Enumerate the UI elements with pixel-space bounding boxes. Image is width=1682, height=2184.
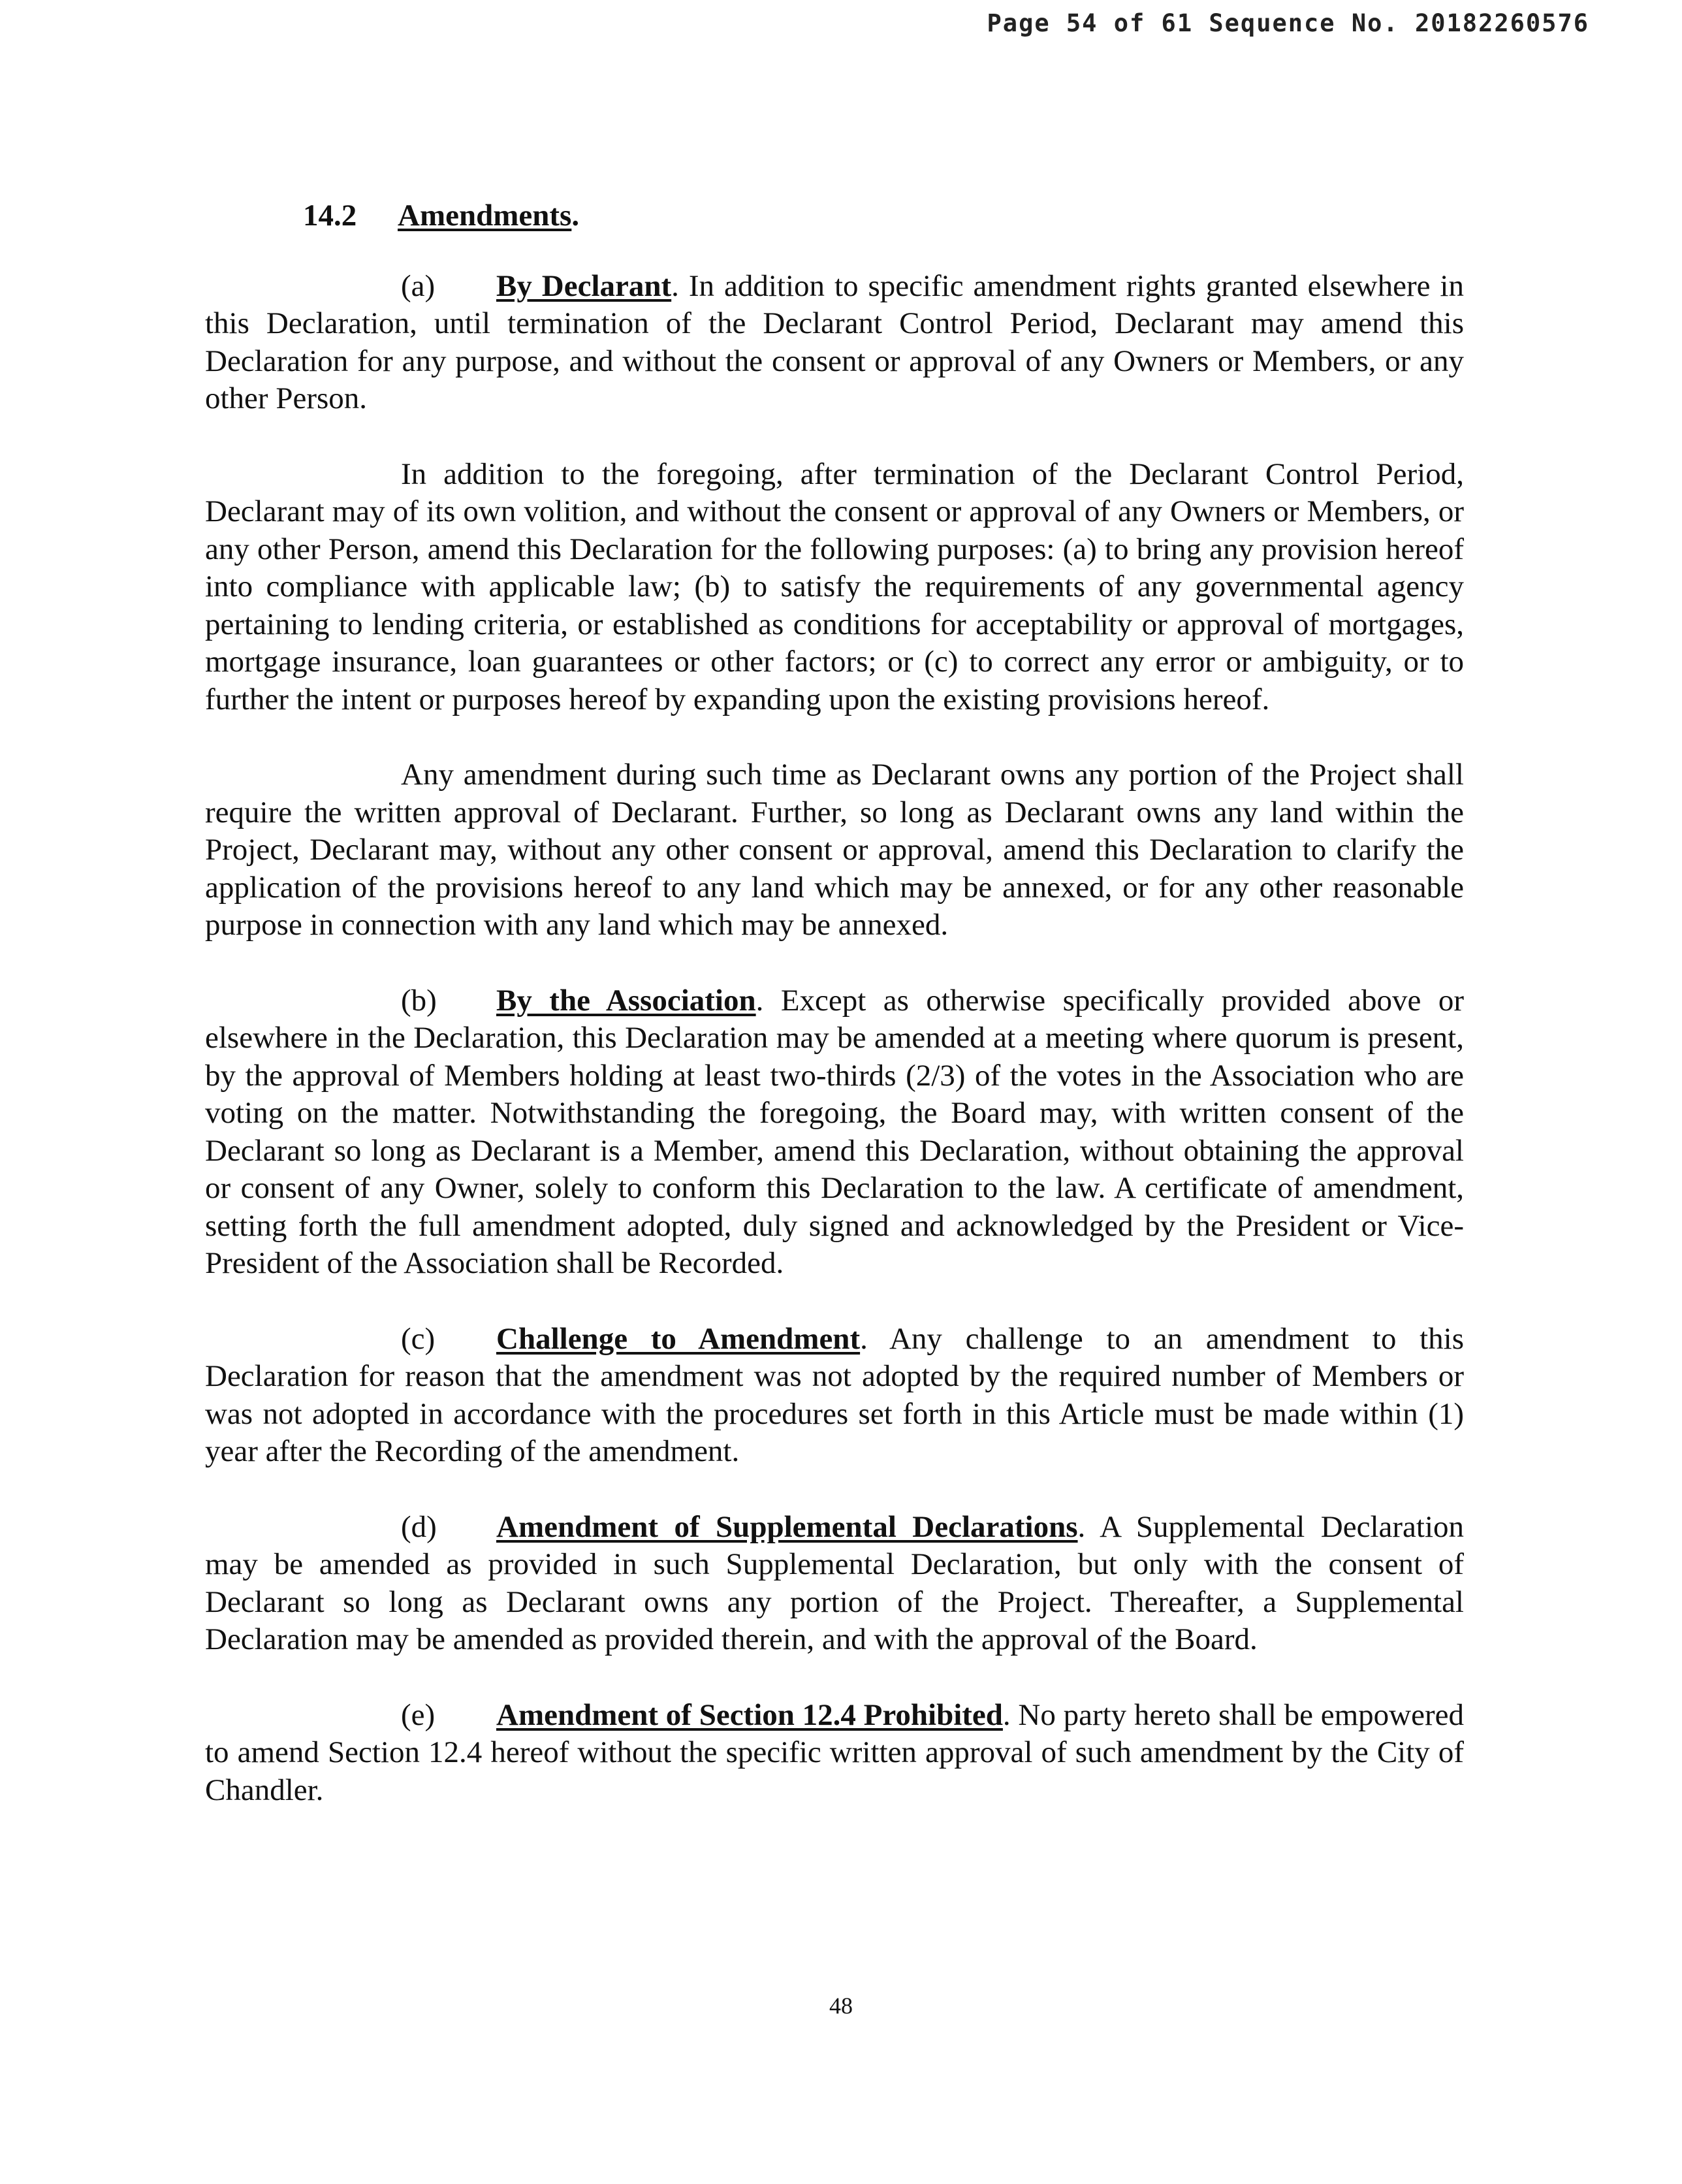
paragraph-a-letter: (a) <box>401 268 436 303</box>
paragraph-b-letter: (b) <box>401 983 437 1018</box>
paragraph-a-title: By Declarant <box>496 268 672 303</box>
paragraph-e-title: Amendment of Section 12.4 Prohibited <box>496 1697 1003 1732</box>
paragraph-c-letter: (c) <box>401 1321 436 1356</box>
paragraph-d-title: Amendment of Supplemental Declarations <box>496 1509 1078 1544</box>
paragraph-c <box>205 1321 1464 1471</box>
paragraph-b-body: . Except as otherwise specifically provided above or elsewhere in the Declaration, this Declaration may be amended at a meeting where quorum is present, by the approval of Members holding at least two-thirds (2/3) of the votes in the Association who are voting on the matter. Notwithstanding the foregoing, the Board may, with written consent of the Declarant so long as Declarant is a Member, amend this Declaration, without obtaining the approval or consent of any Owner, solely to conform this Declaration to the law. A certificate of amendment, setting forth the full amendment adopted, duly signed and acknowledged by the President or Vice-President of the Association shall be Recorded. <box>205 983 1464 1280</box>
paragraph-a-body: . In addition to specific amendment rights granted elsewhere in this Declaration, until termination of the Declarant Control Period, Declarant may amend this Declaration for any purpose, and without the consent or approval of any Owners or Members, or any other Person. <box>205 268 1464 415</box>
section-title-period: . <box>571 199 580 233</box>
paragraph-e <box>205 1697 1464 1810</box>
page-number: 48 <box>829 1993 853 2019</box>
document-body <box>205 197 1464 1847</box>
paragraph-c-body: . Any challenge to an amendment to this Declaration for reason that the amendment was not adopted by the required number of Members or was not adopted in accordance with the procedures set forth in this Article must be made within (1) year after the Recording of the amendment. <box>205 1321 1464 1468</box>
paragraph-c-title: Challenge to Amendment <box>496 1321 861 1356</box>
paragraph-e-letter: (e) <box>401 1697 436 1732</box>
paragraph-d-body: . A Supplemental Declaration may be amended as provided in such Supplemental Declaration, but only with the consent of Declarant so long as Declarant owns any portion of the Project. Thereafter, a Supplemental Declaration may be amended as provided therein, and with the approval of the Board. <box>205 1509 1465 1656</box>
paragraph-b-title: By the Association <box>496 983 756 1018</box>
page-header: Page 54 of 61 Sequence No. 20182260576 <box>987 9 1589 37</box>
paragraph-a-continuation-2: Any amendment during such time as Declarant owns any portion of the Project shall require the written approval of Declarant. Further, so long as Declarant owns any land within the Project, Declarant may, without any other consent or approval, amend this Declaration to clarify the application of the provisions hereof to any land which may be annexed, or for any other reasonable purpose in connection with any land which may be annexed. <box>205 758 1464 942</box>
section-heading <box>303 197 1464 235</box>
paragraph-b <box>205 982 1464 1283</box>
paragraph-d-letter: (d) <box>401 1509 437 1544</box>
section-number: 14.2 <box>303 199 357 233</box>
paragraph-e-body: . No party hereto shall be empowered to amend Section 12.4 hereof without the specific written approval of such amendment by the City of Chandler. <box>205 1697 1464 1807</box>
paragraph-a-continuation-1: In addition to the foregoing, after termination of the Declarant Control Period, Declarant may of its own volition, and without the consent or approval of any Owners or Members, or any other Person, amend this Declaration for the following purposes: (a) to bring any provision hereof into compliance with applicable law; (b) to satisfy the requirements of any governmental agency pertaining to lending criteria, or established as conditions for acceptability or approval of mortgages, mortgage insurance, loan guarantees or other factors; or (c) to correct any error or ambiguity, or to further the intent or purposes hereof by expanding upon the existing provisions hereof. <box>205 457 1464 716</box>
paragraph-d <box>205 1509 1464 1659</box>
paragraph-a <box>205 268 1464 418</box>
section-title: Amendments <box>398 199 572 233</box>
